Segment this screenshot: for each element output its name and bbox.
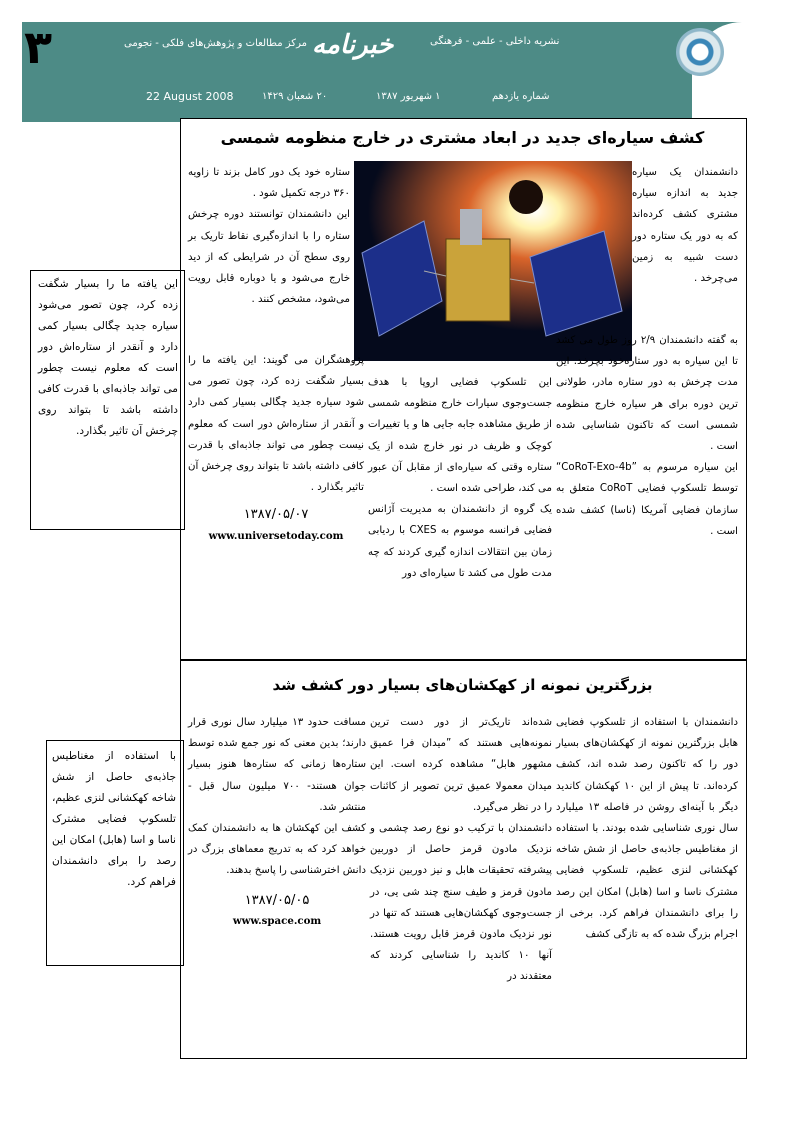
newsletter-brand: خبرنامه <box>312 30 394 60</box>
a1-right-p3: این سیاره مرسوم به ”CoRoT-Exo-4b“ توسط تلسکوپ فضایی CoRoT متعلق به سازمان فضایی آمریکا (ناسا) کشف شده است . <box>556 462 738 537</box>
a1-mid-p1: این تلسکوپ فضایی اروپا با هدف جست‌وجوی سیارات خارج منظومه شمسی از طریق مشاهده جابه جایی ها و یا تغییرات کوچک و ظریف در نور خارج شده از یک ستاره وقتی که سیاره‌ای از مقابل آن عبور می کند، طراحی شده است . <box>368 377 552 495</box>
sidebar-1-quote: این یافته ما را بسیار شگفت زده کرد، چون تصور می‌شود سیاره جدید چگالی بسیار کمی دارد و آنقدر از ستاره‌اش دور است که معلوم نیست چطور می تواند جاذبه‌ای با قدرت کافی داشته باشد تا بتواند روی چرخش آن تاثیر بگذارد. <box>38 274 178 442</box>
a2-right-p1: دانشمندان با استفاده از تلسکوپ فضایی هابل بزرگترین نمونه از کهکشان‌های بسیار دور را که تاکنون رصد شده اند، کشف کرده‌اند. تا پیش از این ۱۰ کهکشان کاندید دیگر با آینه‌ای روشن در فاصله ۱۳ میلیارد سال نوری شناسایی شده بودند. با استفاده از مغناطیس جاذبه‌ی حاصل از شش شاخه کهکشانی لنزی عظیم، تلسکوپ فضایی مشترک ناسا و اسا (هابل) امکان این رصد را برای دانشمندان فراهم کرد. برخی از اجرام بزرگ شده که به تازگی کشف <box>556 717 739 941</box>
article-2-col-right <box>556 712 738 945</box>
header-banner <box>22 22 772 122</box>
a1-left-p1: ستاره خود یک دور کامل بزند تا زاویه ۳۶۰ درجه تکمیل شود . <box>188 167 350 200</box>
a2-left-p2: کشف این کهکشان ها به دانشمندان کمک خواهد کرد که به تدریج معماهای بزرگ در دانش اخترشناسی را پاسخ بدهند. <box>188 823 366 877</box>
a2-mid-p2: دانشمندان با ترکیب دو نوع رصد چشمی و نزدیک مادون قرمز حاصل از دوربین پیشرفته تحقیقات هابل و نیز دوربین نزدیک مادون قرمز و طیف سنج چند شی یی، در جست‌وجوی کهکشان‌هایی هستند که تنها در نور نزدیک مادون قرمز قابل رویت هستند. آنها ۱۰ کاندید را شناسایی کردند که معتقدند در <box>370 823 552 983</box>
article-1-col-right-top <box>632 162 738 289</box>
a2-mid-p1: شده‌اند تاریک‌تر از دور دست ترین نمونه‌هایی هستند که ”میدان فرا عمیق مشهور هابل“ مشاهده کرده است. این میدان معمولا عمیق ترین تصویر از کائنات را در نظر می‌گیرد. <box>370 717 552 813</box>
a2-left-p1: مسافت حدود ۱۳ میلیارد سال نوری قرار دارند؛ بدین معنی که نور جمع شده توسط ستاره‌ها زمانی که ستاره‌ها هنوز بسیار جوان هستند- ۷۰۰ میلیون سال قبل - منتشر شد. <box>188 717 367 813</box>
header-tagline: نشریه داخلی - علمی - فرهنگی <box>430 36 560 47</box>
article-1-col-middle <box>368 372 552 584</box>
article-1-source: www.universetoday.com <box>208 529 344 542</box>
issue-number: شماره یازدهم <box>492 91 550 102</box>
sidebar-2-quote: با استفاده از مغناطیس جاذبه‌ی حاصل از شش شاخه کهکشانی لنزی عظیم، تلسکوپ فضایی مشترک ناسا و اسا (هابل) امکان این رصد را برای دانشمندان فراهم کرد. <box>52 746 176 893</box>
article-2-date: ۱۳۸۷/۰۵/۰۵ <box>244 892 310 908</box>
article-2-title: بزرگترین نمونه از کهکشان‌های بسیار دور کشف شد <box>272 676 653 694</box>
a1-left-p2: این دانشمندان توانستند دوره چرخش ستاره را با اندازه‌گیری نقاط تاریک بر روی سطح آن در شرایطی که از دید خارج می‌شود و یا دوباره قابل رویت می‌شود، مشخص کنند . <box>188 209 350 306</box>
issue-date-fa: ۱ شهریور ۱۳۸۷ <box>376 91 441 102</box>
article-1-col-left <box>188 350 364 547</box>
center-logo-icon <box>676 28 724 76</box>
issue-date-en: 22 August 2008 <box>146 90 234 103</box>
article-2-col-middle <box>370 712 552 988</box>
header-org: مرکز مطالعات و پژوهش‌های فلکی - نجومی <box>124 38 307 49</box>
page-number: ۳ <box>24 20 53 74</box>
article-1-col-right <box>556 330 738 542</box>
article-2-source: www.space.com <box>232 914 322 927</box>
a1-mid-p2: یک گروه از دانشمندان به مدیریت آژانس فضایی فرانسه موسوم به CXES با ردیابی زمان بین انتقالات اندازه گیری کردند که چه مدت طول می کشد تا سیاره‌ای دور <box>368 504 552 579</box>
article-2-col-left <box>188 712 366 932</box>
a1-right-p1: دانشمندان یک سیاره جدید به اندازه سیاره مشتری کشف کرده‌اند که به دور یک ستاره دور دست شبیه به زمین می‌چرخد . <box>632 167 738 285</box>
issue-date-hijri: ۲۰ شعبان ۱۴۲۹ <box>262 91 328 102</box>
article-1-col-left-top <box>188 162 350 310</box>
a1-right-p2: به گفته دانشمندان ۲/۹ روز طول می کشد تا این سیاره به دور ستاره‌خود بچرخد. این مدت چرخش به دور ستاره مادر، طولانی ترین دوره برای هر سیاره خارج منظومه شمسی است که تاکنون شناسایی شده است . <box>556 335 738 453</box>
article-1-date: ۱۳۸۷/۰۵/۰۷ <box>243 507 309 523</box>
a1-left-p3: پژوهشگران می گویند: این یافته ما را بسیار شگفت زده کرد، چون تصور می شود سیاره جدید چگالی بسیار کمی دارد و آنقدر از ستاره‌اش دور است که معلوم نیست چطور می تواند جاذبه‌ای با قدرت کافی داشته باشد تا بتواند روی چرخش آن تاثیر بگذارد . <box>188 355 364 494</box>
article-1-title: کشف سیاره‌ای جدید در ابعاد مشتری در خارج منظومه شمسی <box>220 128 705 147</box>
